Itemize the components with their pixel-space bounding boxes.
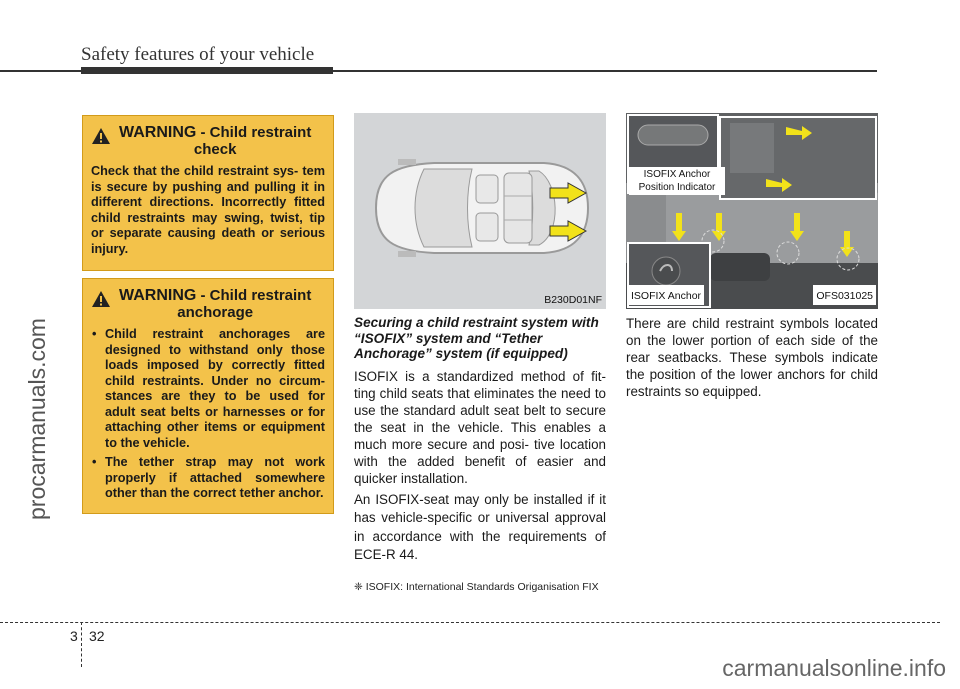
warning-list-item: • Child restraint anchorages are designed to withstand only those loads imposed by correctly fitted child restraints. Under no circum- stances are they to be used for adult seat belts or harnesses or for attaching other items or equipment to the vehicle. (91, 327, 325, 451)
warning-box-check (82, 115, 334, 271)
indicator-label-box (629, 167, 725, 195)
figure-code: OFS031025 (816, 290, 873, 302)
warning-list-item: • The tether strap may not work properly if attached somewhere other than the correct tether anchor. (91, 455, 325, 502)
warning-title-line1: - Child restraint (200, 124, 312, 141)
paragraph: ISOFIX is a standardized method of fit- ting child seats that eliminates the need to use the standard adult seat belt to secure the seat in the vehicle. This enables a much more secure and posi- tive location with the added benefit of easier and quicker installation. (354, 368, 606, 486)
page-number: 32 (89, 628, 105, 644)
warning-box-anchorage (82, 278, 334, 514)
warning-title (119, 124, 311, 158)
chapter-number: 3 (70, 628, 78, 644)
paragraph: An ISOFIX-seat may only be installed if it has vehicle-specific or universal approval in accordance with the requirements of ECE-R 44. (354, 491, 606, 562)
warning-header (91, 287, 325, 321)
section-title: Safety features of your vehicle (81, 44, 315, 65)
warning-header (91, 124, 325, 158)
warning-title (119, 287, 311, 321)
car-top-view-figure (354, 113, 606, 309)
warning-list (91, 327, 325, 502)
anchor-label-box (628, 285, 704, 305)
warning-triangle-icon (91, 290, 111, 308)
figure-code: B230D01NF (544, 294, 602, 306)
right-column (626, 315, 878, 404)
header-rule-accent (81, 67, 333, 74)
car-top-view-illustration (354, 113, 606, 309)
paragraph: There are child restraint symbols located on the lower portion of each side of the rear seatbacks. These symbols indicate the position of the lower anchors for child restraints so equipped. (626, 316, 878, 399)
watermark-left: procarmanuals.com (24, 318, 50, 520)
isofix-anchor-figure (626, 113, 878, 309)
footer-divider (81, 622, 82, 667)
warning-triangle-icon (91, 127, 111, 145)
anchor-label: ISOFIX Anchor (631, 290, 702, 302)
footer-rule (0, 622, 940, 623)
warning-title-line2: anchorage (177, 304, 254, 321)
warning-word: WARNING (119, 124, 197, 141)
indicator-label-line1: ISOFIX Anchor (643, 169, 711, 180)
warning-title-line2: check (193, 141, 237, 158)
footnote: ❈ ISOFIX: International Standards Origanisation FIX (354, 580, 599, 593)
watermark-bottom: carmanualsonline.info (722, 655, 946, 681)
warning-word: WARNING (119, 287, 197, 304)
figure-code-box (813, 285, 876, 305)
indicator-label-line2: Position Indicator (638, 182, 716, 193)
section-subheading: Securing a child restraint system with “ISOFIX” system and “Tether Anchorage” system (if equipped) (354, 315, 599, 361)
warning-title-line1: - Child restraint (200, 287, 312, 304)
middle-column (354, 315, 606, 596)
rear-seat-illustration (626, 113, 878, 309)
warning-body: Check that the child restraint sys- tem is secure by pushing and pulling it in different directions. Incorrectly fitted child restraints may swing, twist, tip or separate causing death or serious injury. (91, 164, 325, 256)
